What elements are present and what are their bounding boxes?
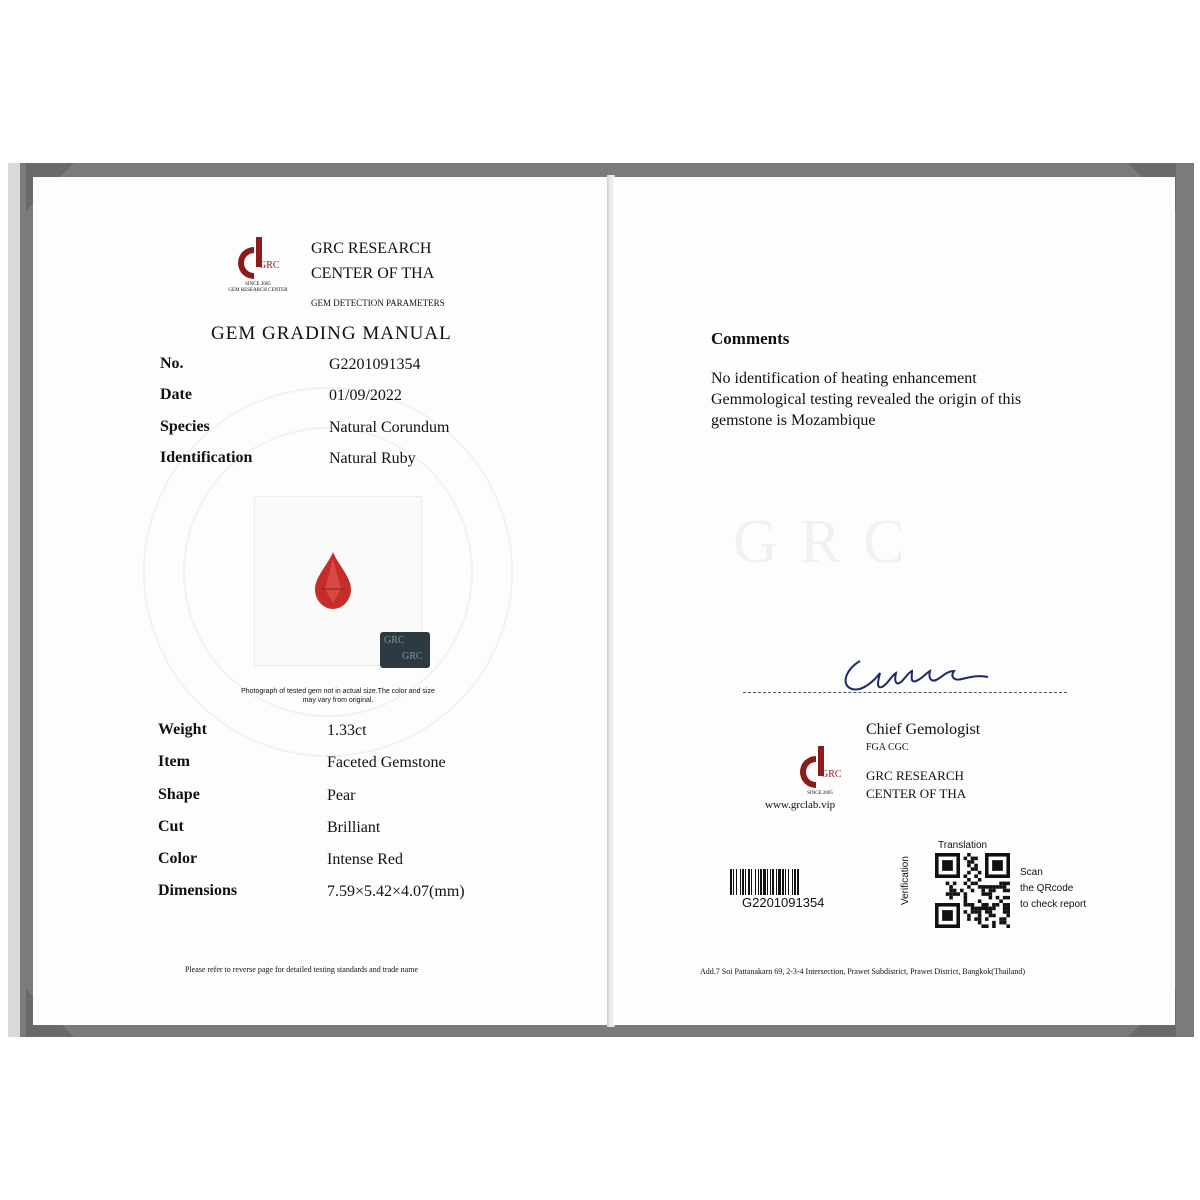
- signature-line: [743, 692, 1067, 693]
- logo-since: SINCE 2005: [807, 791, 833, 796]
- signer-org-line2: CENTER OF THA: [866, 786, 967, 801]
- comments-heading: Comments: [711, 329, 790, 348]
- barcode: [730, 869, 884, 895]
- translation-label: Translation: [938, 840, 988, 851]
- hologram-text: GRC: [402, 651, 423, 662]
- logo-since: SINCE 2005: [245, 282, 271, 287]
- field-value-dimensions: 7.59×5.42×4.07(mm): [327, 883, 465, 900]
- signer-org-line1: GRC RESEARCH: [866, 768, 964, 783]
- hologram-text: GRC: [384, 635, 405, 646]
- logo-letters: GRC: [821, 769, 842, 780]
- folder-cover-edge: [8, 163, 20, 1037]
- logo-letters: GRC: [259, 260, 280, 271]
- signature-image: [838, 651, 998, 701]
- scan-line2: the QRcode: [1020, 883, 1074, 894]
- field-label-weight: Weight: [158, 721, 207, 738]
- grc-logo-mark-icon: [228, 233, 288, 283]
- qr-code[interactable]: [935, 853, 1010, 928]
- field-label-item: Item: [158, 753, 190, 770]
- barcode-number: G2201091354: [742, 895, 825, 910]
- watermark-letters: GRC: [733, 508, 927, 576]
- field-label-cut: Cut: [158, 818, 184, 835]
- field-value-shape: Pear: [327, 787, 356, 804]
- field-label-color: Color: [158, 850, 198, 867]
- left-page: [33, 177, 611, 1025]
- org-name-line1: GRC RESEARCH: [311, 240, 432, 257]
- scan-line1: Scan: [1020, 867, 1043, 878]
- certificate-folder: [8, 163, 1194, 1037]
- hologram-sticker: [380, 632, 430, 668]
- field-value-cut: Brilliant: [327, 819, 381, 836]
- right-footer-address: Add.7 Soi Pattanakarn 69, 2-3-4 Intersection, Prawet Subdistrict, Prawet District, Bangkok(Thailand): [700, 967, 1026, 976]
- field-label-shape: Shape: [158, 786, 200, 803]
- comment-line: gemstone is Mozambique: [711, 412, 876, 429]
- grc-logo: [790, 742, 850, 804]
- field-value-identification: Natural Ruby: [329, 450, 416, 467]
- field-value-number: G2201091354: [329, 356, 421, 373]
- field-label-identification: Identification: [160, 449, 253, 466]
- photo-caption: Photograph of tested gem not in actual size.The color and size may vary from original.: [241, 688, 435, 704]
- grc-logo: [228, 233, 288, 295]
- website-url: www.grclab.vip: [765, 799, 836, 811]
- field-label-species: Species: [160, 418, 210, 435]
- logo-center-name: GEM RESEARCH CENTER: [228, 288, 288, 293]
- right-page: [613, 177, 1175, 1025]
- left-footer-note: Please refer to reverse page for detailed testing standards and trade name: [185, 965, 419, 974]
- field-label-dimensions: Dimensions: [158, 882, 238, 899]
- field-label-date: Date: [160, 386, 192, 403]
- verification-label: Verification: [900, 856, 911, 905]
- comment-line: Gemmological testing revealed the origin of this: [711, 391, 1022, 408]
- org-name-line2: CENTER OF THA: [311, 265, 435, 282]
- grc-logo-mark-icon: [790, 742, 850, 792]
- field-label-number: No.: [160, 355, 184, 372]
- scan-line3: to check report: [1020, 899, 1087, 910]
- comment-line: No identification of heating enhancement: [711, 370, 977, 387]
- field-value-item: Faceted Gemstone: [327, 754, 446, 771]
- signer-credentials: FGA CGC: [866, 742, 909, 753]
- field-value-color: Intense Red: [327, 851, 403, 868]
- signer-role: Chief Gemologist: [866, 721, 981, 738]
- manual-title: GEM GRADING MANUAL: [211, 323, 452, 344]
- field-value-weight: 1.33ct: [327, 722, 367, 739]
- field-value-species: Natural Corundum: [329, 419, 450, 436]
- subtitle: GEM DETECTION PARAMETERS: [311, 298, 445, 308]
- field-value-date: 01/09/2022: [329, 387, 402, 404]
